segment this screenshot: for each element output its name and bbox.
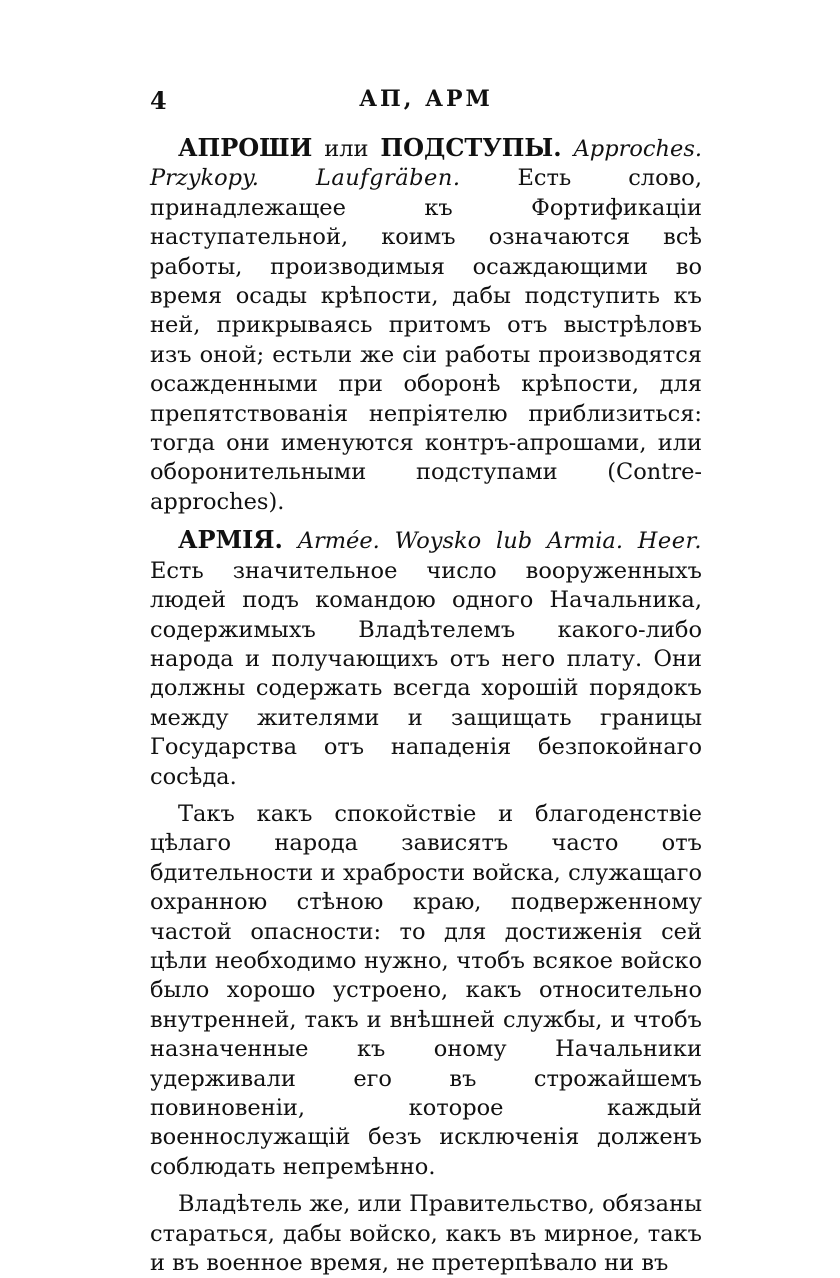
entry-polish-term: Przykopy. bbox=[150, 165, 259, 192]
entry-headword: АРМІЯ. bbox=[178, 525, 283, 555]
entry-german-term: Heer. bbox=[637, 528, 702, 555]
running-head: АП, АРМ bbox=[359, 86, 493, 112]
entry-definition: Есть слово, принадлежащее къ Фортификаціи наступательной, коимъ означаются всѣ работы, производимыя осаждающими во время осады крѣпости, дабы подступить къ ней, прикрываясь притомъ отъ выстрѣловъ изъ оной; естьли же сіи работы производятся осажденными при оборонѣ крѣпости, для препятствованія непріятелю приблизиться: тогда они именуются контръ-апрошами, или оборонительными подступами (Contre-approches). bbox=[150, 165, 703, 515]
entry-polish-term: Woysko lub Armia. bbox=[394, 528, 623, 555]
entry-headword-alt: ПОДСТУПЫ. bbox=[380, 133, 562, 162]
entry-french-term: Armée. bbox=[297, 528, 380, 555]
entry-headword: АПРОШИ bbox=[178, 133, 313, 162]
entry-german-term: Laufgräben. bbox=[315, 165, 461, 192]
entry-conjunction: или bbox=[324, 136, 369, 162]
page-body bbox=[150, 133, 702, 1278]
entry-armiya bbox=[150, 525, 702, 792]
entry-approshi bbox=[150, 133, 702, 517]
page-number: 4 bbox=[150, 86, 168, 115]
entry-definition: Есть значительное число вооруженныхъ людей подъ командою одного Начальника, содержимыхъ Владѣтелемъ какого-либо народа и получающихъ отъ него плату. Они должны содержать всегда хорошій порядокъ между жителями и защищать границы Государства отъ нападенія безпокойнаго сосѣда. bbox=[150, 557, 702, 790]
body-paragraph: Такъ какъ спокойствіе и благоденствіе цѣлаго народа зависятъ часто отъ бдительности и храбрости войска, служащаго охранною стѣною краю, подверженному частой опасности: то для достиженія сей цѣли необходимо нужно, чтобъ всякое войско было хорошо устроено, какъ относительно внутренней, такъ и внѣшней службы, и чтобъ назначенные къ оному Начальники удерживали его въ строжайшемъ повиновеніи, которое каждый военнослужащій безъ исключенія долженъ соблюдать непремѣнно. bbox=[150, 800, 702, 1180]
entry-french-term: Approches. bbox=[573, 136, 703, 162]
page-header bbox=[144, 86, 708, 120]
body-paragraph: Владѣтель же, или Правительство, обязаны стараться, дабы войско, какъ въ мирное, такъ и въ военное время, не претерпѣвало ни въ bbox=[150, 1191, 702, 1277]
